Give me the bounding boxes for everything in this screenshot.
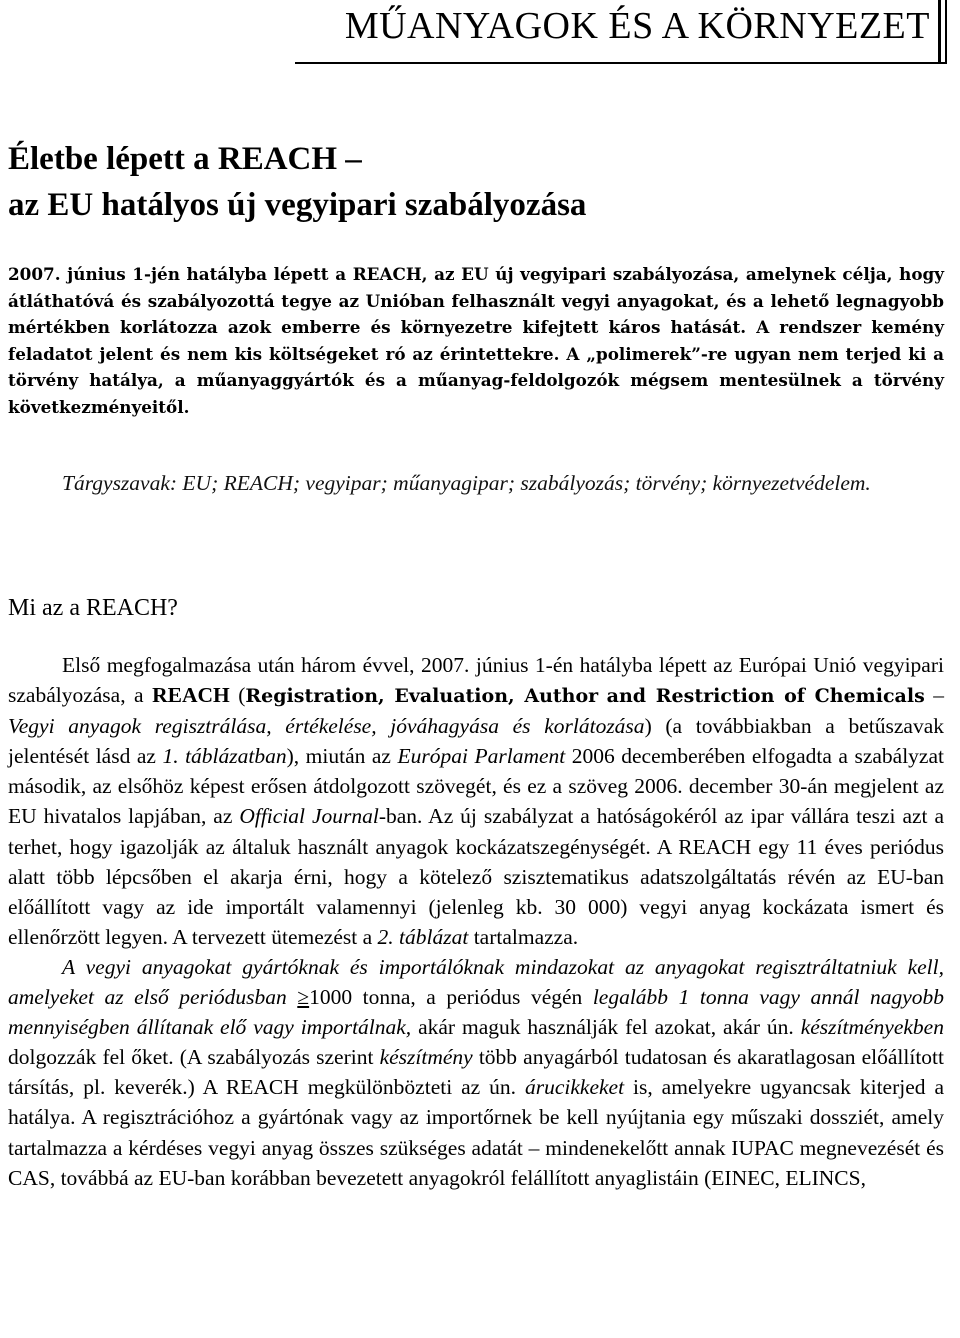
abstract: 2007. június 1-jén hatályba lépett a REACH, az EU új vegyipari szabályozása, amelynek célja, hogy átláthatóvá és szabályozottá tegye az Unióban felhasznált vegyi anyagokat, és a lehető legnagyobb mértékben korlátozza azok emberre és környezetre kifejtett káros hatását. A rendszer kemény feladatot jelent és nem kis költségeket ró az érintettekre. A „polimerek”-re ugyan nem terjed ki a törvény hatálya, a műanyaggyártók és a műanyag-feldolgozók mégsem mentesülnek a törvény következményeitől.: [8, 264, 944, 417]
running-header: [0, 0, 960, 70]
article-title-line-2: az EU hatályos új vegyipari szabályozása: [8, 187, 587, 223]
header-rule: [295, 62, 947, 64]
reach-expansion-hu: Vegyi anyagok regisztrálása, értékelése, jóváhagyása és korlátozása: [8, 714, 645, 739]
body-paragraph-1: Első megfogalmazása után három évvel, 2007. június 1-én hatályba lépett az Európai Unió vegyipari szabályozása, a REACH (Registration, Evaluation, Author and Restriction of Chemicals – Vegyi anyagok regisztrálása, értékelése, jóváhagyása és korlátozása) (a továbbiakban a betűszavak jelentését lásd az 1. táblázatban), miután az Európai Parlament 2006 decemberében elfogadta a szabályzat második, az elsőhöz képest erősen átdolgozott szövegét, és ez a szöveg 2006. december 30-án megjelent az EU hivatalos lapjában, az Official Journal-ban. Az új szabályzat a hatóságokéról az ipar vállára teszi azt a terhet, hogy igazolják az általuk használt anyagok kockázatszegénységét. A REACH egy 11 éves periódus alatt több lépcsőben el akarja érni, hogy a kötelező szisztematikus adatszolgáltatás révén az EU-ban előállított vagy az ide importált valamennyi (jelenleg kb. 30 000) vegyi anyag kockázata ismert és ellenőrzött legyen. A tervezett ütemezést a 2. táblázat tartalmazza.: [8, 653, 945, 949]
body-text: [8, 650, 944, 1193]
header-vertical-rule-thick: [938, 0, 941, 64]
keywords: [62, 468, 922, 498]
reach-expansion-en: Registration, Evaluation, Author: [245, 685, 599, 708]
section-heading: Mi az a REACH?: [8, 595, 178, 621]
official-journal: Official Journal: [239, 804, 379, 829]
article-title-line-1: Életbe lépett a REACH –: [8, 141, 362, 177]
reach-acronym: REACH: [152, 683, 230, 708]
reach-expansion-en-cont: and Restriction of Chemicals: [606, 685, 925, 708]
european-parliament: Európai Parlament: [397, 744, 566, 769]
keywords-text: Tárgyszavak: EU; REACH; vegyipar; műanyagipar; szabályozás; törvény; környezetvédelem.: [62, 471, 871, 495]
running-title: MŰANYAGOK ÉS A KÖRNYEZET: [344, 5, 930, 47]
greater-equal-sign: ≥: [297, 985, 310, 1010]
body-paragraph-2: A vegyi anyagokat gyártóknak és importálóknak mindazokat az anyagokat regisztráltatniuk kell, amelyeket az első periódusban ≥1000 tonna, a periódus végén legalább 1 tonna vagy annál nagyobb mennyiségben állítanak elő vagy importálnak, akár maguk használják fel azokat, akár ún. készítményekben dolgozzák fel őket. (A szabályozás szerint készítmény több anyagárból tudatosan és akaratlagosan előállított társítás, pl. keverék.) A REACH megkülönbözteti az ún. árucikkeket is, amelyekre ugyancsak kiterjed a hatálya. A regisztrációhoz a gyártónak vagy az importőrnek be kell nyújtania egy műszaki dossziét, amely tartalmazza a kérdéses vegyi anyag összes szükséges adatát – mindenekelőtt annak IUPAC megnevezését és CAS, továbbá az EU-ban korábban bevezetett anyagokról felállított anyaglistáin (EINEC, ELINCS,: [8, 954, 945, 1190]
header-vertical-rule-thin: [945, 0, 947, 64]
table-1-reference: 1. táblázatban: [162, 744, 287, 769]
article-title: [8, 136, 948, 228]
table-2-reference: 2. táblázat: [377, 924, 469, 949]
